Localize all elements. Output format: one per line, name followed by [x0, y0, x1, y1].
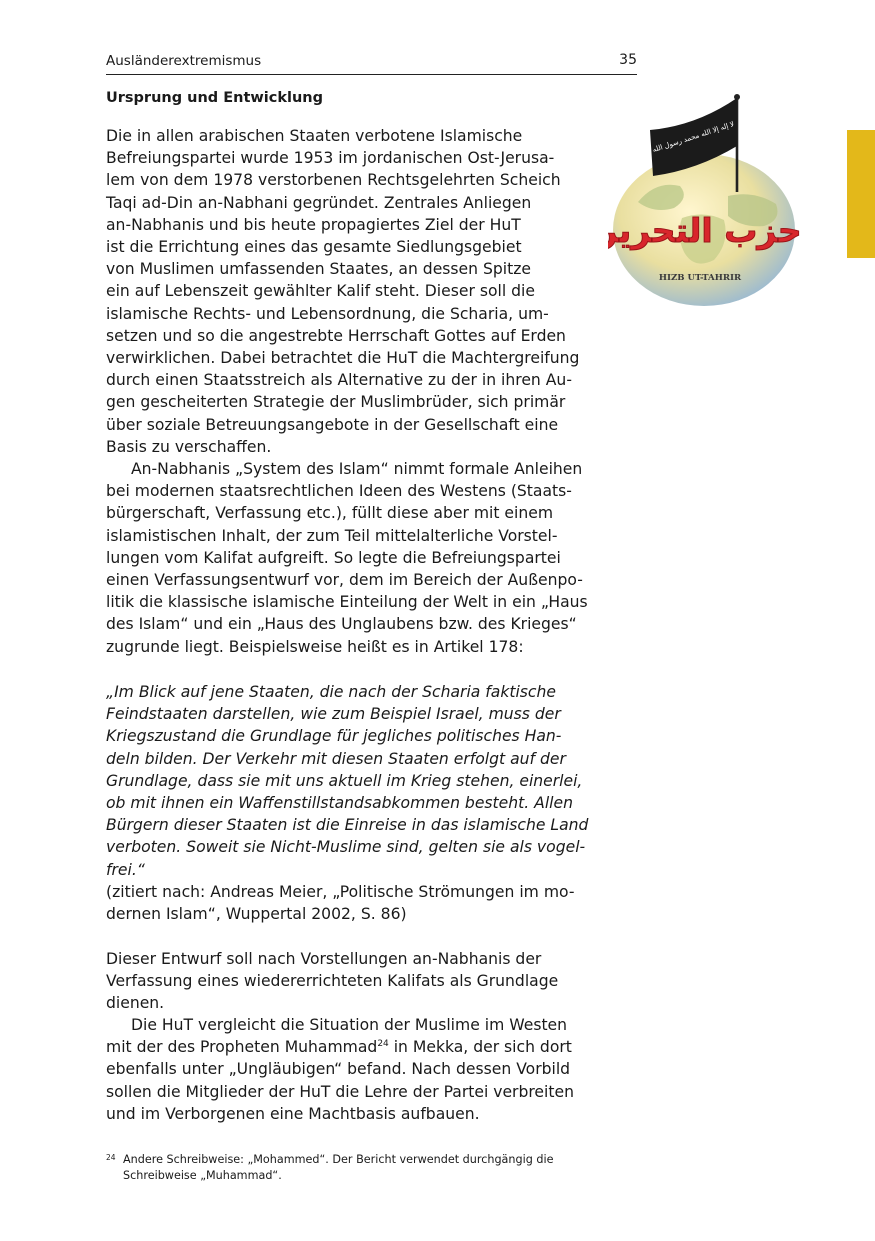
text-line: gen gescheiterten Strategie der Muslimbrüder, sich primär [106, 393, 566, 412]
text-line: (zitiert nach: Andreas Meier, „Politische Strömungen im mo- [106, 883, 575, 901]
quote-line: Bürgern dieser Staaten ist die Einreise in das islamische Land [106, 816, 589, 835]
page-number: 35 [619, 52, 637, 68]
logo-arabic-name: حزب التحرير [608, 211, 802, 250]
paragraph-1 [106, 125, 579, 458]
section-heading: Ursprung und Entwicklung [106, 90, 323, 106]
quote-line: ob mit ihnen ein Waffenstillstandsabkommen besteht. Allen [106, 794, 573, 813]
text-line: einen Verfassungsentwurf vor, dem im Bereich der Außenpo- [106, 571, 583, 590]
footnote-line: Schreibweise „Muhammad“. [123, 1168, 282, 1182]
text-line: lungen vom Kalifat aufgreift. So legte die Befreiungspartei [106, 548, 561, 567]
text-line: Befreiungspartei wurde 1953 im jordanischen Ost-Jerusa- [106, 149, 555, 168]
footnote-line: Andere Schreibweise: „Mohammed“. Der Bericht verwendet durchgängig die [123, 1153, 554, 1166]
article-quote [106, 681, 588, 881]
hizb-ut-tahrir-logo [608, 92, 804, 306]
text-line: Dieser Entwurf soll nach Vorstellungen an-Nabhanis der [106, 950, 542, 968]
text-line-with-footnote: mit der des Propheten Muhammad$^{24}$ in Mekka, der sich dort [106, 1038, 572, 1057]
text-line: lem von dem 1978 verstorbenen Rechtsgelehrten Scheich [106, 171, 561, 190]
text-line: litik die klassische islamische Einteilung der Welt in ein „Haus [106, 593, 588, 612]
footnote [106, 1152, 553, 1183]
text-line: dienen. [106, 994, 165, 1013]
text-line: zugrunde liegt. Beispielsweise heißt es in Artikel 178: [106, 637, 524, 656]
text-line: über soziale Betreuungsangebote in der Gesellschaft eine [106, 415, 559, 434]
text-line: ein auf Lebenszeit gewählter Kalif steht. Dieser soll die [106, 282, 535, 301]
text-line: dernen Islam“, Wuppertal 2002, S. 86) [106, 905, 407, 924]
text-line: Verfassung eines wiedererrichteten Kalifats als Grundlage [106, 972, 559, 991]
text-line: islamistischen Inhalt, der zum Teil mittelalterliche Vorstel- [106, 526, 558, 545]
footnote-number: 24 [106, 1153, 116, 1162]
flag-inscription: لا إله إلا الله محمد رسول الله [651, 120, 736, 155]
text-line: Basis zu verschaffen. [106, 437, 272, 456]
text-line: und im Verborgenen eine Machtbasis aufbauen. [106, 1104, 480, 1123]
logo-graphic [608, 92, 804, 306]
text-line: Die HuT vergleicht die Situation der Muslime im Westen [131, 1016, 568, 1034]
text-line: bei modernen staatsrechtlichen Ideen des Westens (Staats- [106, 482, 572, 501]
footnote-reference[interactable]: 24 [377, 1039, 389, 1050]
logo-caption: HIZB UT-TAHRIR [658, 273, 742, 283]
paragraph-4 [106, 1014, 574, 1125]
text-line: verwirklichen. Dabei betrachtet die HuT die Machtergreifung [106, 349, 580, 368]
quote-citation [106, 881, 574, 925]
text-line: An-Nabhanis „System des Islam“ nimmt formale Anleihen [131, 460, 583, 478]
quote-line: „Im Blick auf jene Staaten, die nach der Scharia faktische [106, 683, 556, 701]
text-line: ebenfalls unter „Ungläubigen“ befand. Nach dessen Vorbild [106, 1060, 571, 1079]
text-line: durch einen Staatsstreich als Alternative zu der in ihren Au- [106, 371, 572, 390]
text-line: an-Nabhanis und bis heute propagiertes Ziel der HuT [106, 215, 521, 234]
running-header [106, 52, 637, 75]
chapter-tab-marker [847, 130, 875, 258]
quote-line: deln bilden. Der Verkehr mit diesen Staaten erfolgt auf der [106, 749, 566, 768]
text-line: sollen die Mitglieder der HuT die Lehre der Partei verbreiten [106, 1082, 574, 1101]
quote-line: Feindstaaten darstellen, wie zum Beispiel Israel, muss der [106, 705, 561, 724]
quote-line: frei.“ [106, 860, 145, 879]
text-line: bürgerschaft, Verfassung etc.), füllt diese aber mit einem [106, 504, 554, 523]
quote-line: Grundlage, dass sie mit uns aktuell im Krieg stehen, einerlei, [106, 771, 583, 790]
text-line: von Muslimen umfassenden Staates, an dessen Spitze [106, 260, 531, 279]
text-line: islamische Rechts- und Lebensordnung, die Scharia, um- [106, 304, 549, 323]
text-line: des Islam“ und ein „Haus des Unglaubens bzw. des Krieges“ [106, 615, 577, 634]
text-line: setzen und so die angestrebte Herrschaft Gottes auf Erden [106, 326, 566, 345]
section-title: Ausländerextremismus [106, 53, 262, 69]
text-line: ist die Errichtung eines das gesamte Siedlungsgebiet [106, 238, 522, 257]
text-line: Die in allen arabischen Staaten verbotene Islamische [106, 127, 523, 145]
paragraph-3 [106, 948, 558, 1015]
quote-line: verboten. Soweit sie Nicht-Muslime sind, gelten sie als vogel- [106, 838, 586, 857]
paragraph-2 [106, 458, 588, 658]
quote-line: Kriegszustand die Grundlage für jegliches politisches Han- [106, 727, 562, 746]
text-line: Taqi ad-Din an-Nabhani gegründet. Zentrales Anliegen [106, 193, 532, 212]
